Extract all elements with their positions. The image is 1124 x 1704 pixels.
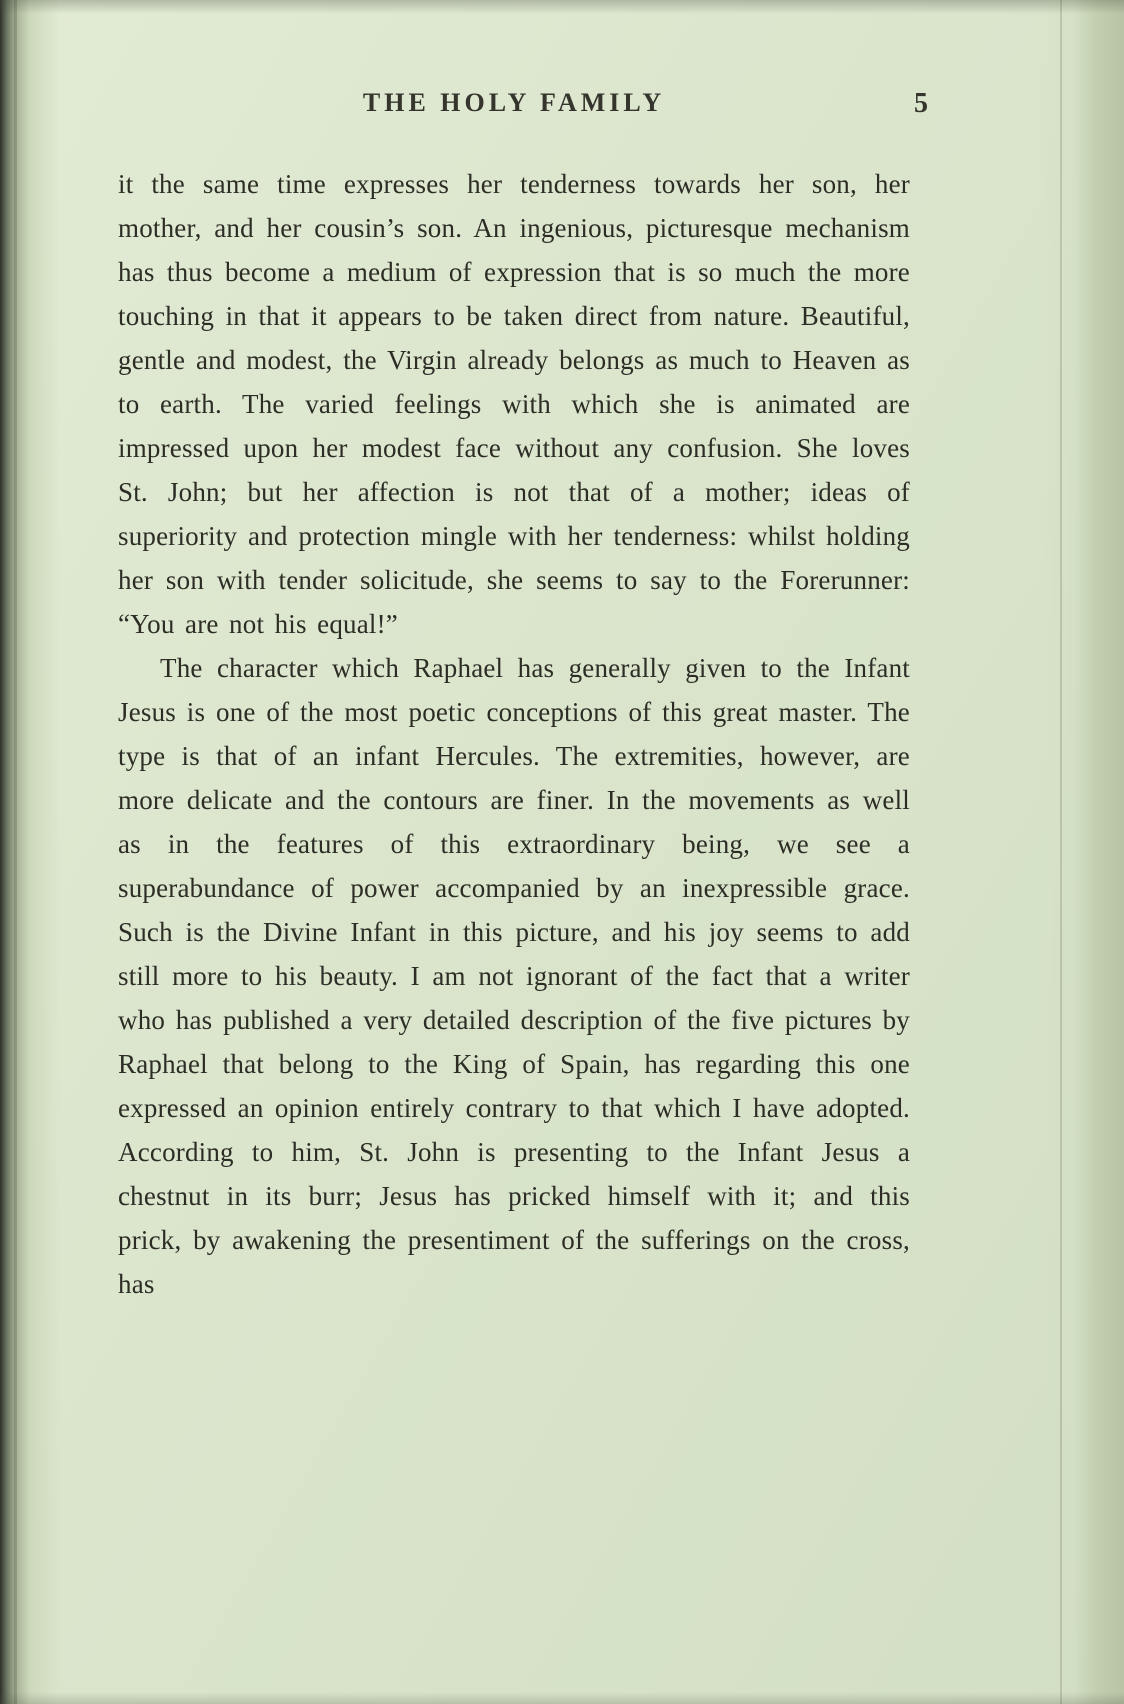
page-edge-shadow-right (1044, 0, 1124, 1704)
page-edge-shadow-top (0, 0, 1124, 14)
page-content (118, 88, 928, 1306)
page-binding-shadow-left (0, 0, 60, 1704)
paragraph-continuation: it the same time expresses her tenderness towards her son, her mother, and her cousin’s son. An ingenious, picturesque mechanism has thus become a medium of expression that is so much the more touching in that it appears to be taken direct from nature. Beautiful, gentle and modest, the Virgin already belongs as much to Heaven as to earth. The varied feelings with which she is animated are impressed upon her modest face without any confusion. She loves St. John; but her affection is not that of a mother; ideas of superiority and protection mingle with her tenderness: whilst holding her son with tender solicitude, she seems to say to the Forerunner: “You are not his equal!” (118, 169, 910, 639)
body-text (118, 162, 910, 1306)
running-head-title: THE HOLY FAMILY (362, 88, 666, 117)
page-binding-crease-left (14, 0, 17, 1704)
page-edge-crease-right (1060, 0, 1062, 1704)
page-edge-shadow-bottom (0, 1692, 1124, 1704)
page-number: 5 (914, 88, 928, 119)
paragraph-second: The character which Raphael has generally given to the Infant Jesus is one of the most poetic conceptions of this great master. The type is that of an infant Hercules. The extremities, however, are more delicate and the contours are finer. In the movements as well as in the features of this extraordinary being, we see a superabundance of power accompanied by an inexpressible grace. Such is the Divine Infant in this picture, and his joy seems to add still more to his beauty. I am not ignorant of the fact that a writer who has published a very detailed description of the five pictures by Raphael that belong to the King of Spain, has regarding this one expressed an opinion entirely contrary to that which I have adopted. According to him, St. John is presenting to the Infant Jesus a chestnut in its burr; Jesus has pricked himself with it; and this prick, by awakening the presentiment of the sufferings on the cross, has (118, 653, 910, 1299)
page-header (118, 88, 928, 134)
